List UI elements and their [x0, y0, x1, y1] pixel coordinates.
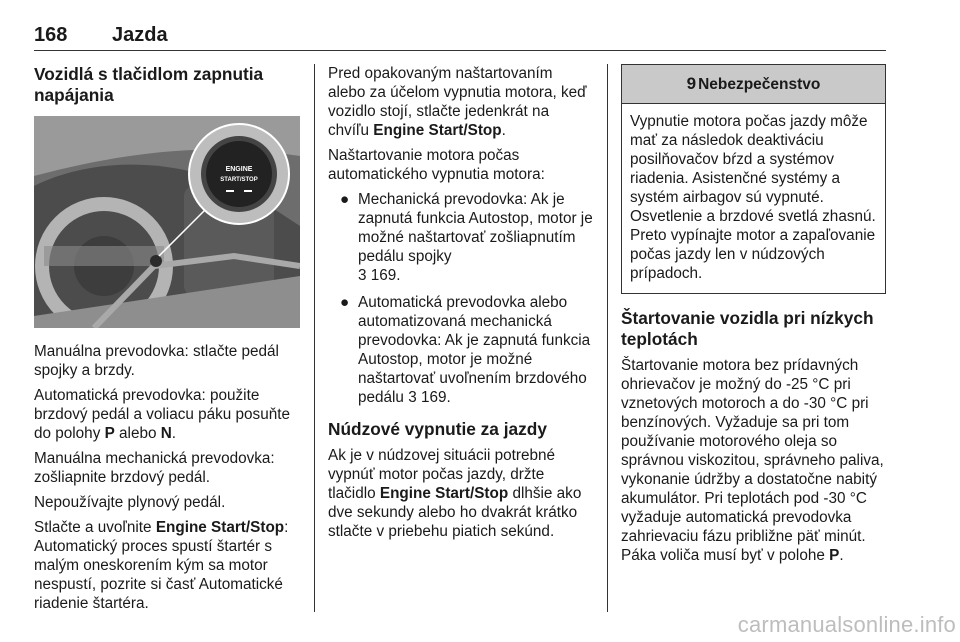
paragraph-autostop-intro: Naštartovanie motora počas automatického vypnutia motora:	[328, 147, 545, 183]
danger-warning-box	[621, 64, 886, 294]
list-item: ● Automatická prevodovka alebo automatizovaná mechanická prevodovka: Ak je zapnutá funkcia Autostop, motor je možné naštartovať uvoľnením brzdového pedálu 3 169.	[340, 294, 591, 406]
page-reference-link[interactable]: 3 169.	[408, 389, 451, 406]
section-heading-power-button: Vozidlá s tlačidlom zapnutia napájania	[34, 64, 264, 105]
paragraph-automated-manual: Manuálna mechanická prevodovka: zošliapnite brzdový pedál.	[34, 450, 275, 486]
section-heading-emergency-stop: Núdzové vypnutie za jazdy	[328, 419, 547, 439]
column-divider-1	[314, 64, 315, 612]
paragraph-cold-start: Štartovanie motora bez prídavných ohrievačov je možný do -25 °C pri vznetových motoroch a do -30 °C pri benzínových. Vyžaduje sa pri tom používanie motorového oleja so správnou viskozitou, správneho paliva, vykonanie údržby a dostatočne nabitý akumulátor. Pri teplotách pod -30 °C vyžaduje automatická prevodovka zahrievaciu fázu približne päť minút. Páka voliča musí byť v polohe P.	[621, 357, 884, 564]
watermark: carmanualsonline.info	[737, 612, 956, 637]
engine-start-button-figure	[34, 116, 300, 328]
autostop-bullet-list	[328, 190, 594, 407]
page-number: 168	[34, 24, 68, 46]
paragraph-restart: Pred opakovaným naštartovaním alebo za účelom vypnutia motora, keď vozidlo stojí, stlačte jedenkrát na chvíľu Engine Start/Stop.	[328, 65, 587, 139]
chapter-title: Jazda	[112, 24, 168, 46]
warning-title-bar	[622, 65, 885, 104]
warning-triangle-icon: 9	[686, 74, 697, 93]
page-header	[34, 24, 886, 51]
figure-label-start-stop: START/STOP	[220, 177, 258, 183]
section-heading-cold-start: Štartovanie vozidla pri nízkych teplotách	[621, 308, 874, 349]
paragraph-press-release: Stlačte a uvoľnite Engine Start/Stop: Automatický proces spustí štartér s malým oneskorením kým sa motor nespustí, pozrite si časť Automatické riadenie štartéra.	[34, 519, 289, 612]
figure-label-engine: ENGINE	[225, 166, 253, 173]
column-divider-2	[607, 64, 608, 612]
column-2	[328, 64, 594, 547]
warning-title: Nebezpečenstvo	[698, 76, 821, 93]
column-3	[621, 64, 886, 571]
paragraph-automatic-gearbox: Automatická prevodovka: použite brzdový pedál a voliacu páku posuňte do polohy P alebo N.	[34, 387, 290, 442]
paragraph-manual-gearbox: Manuálna prevodovka: stlačte pedál spojky a brzdy.	[34, 343, 279, 379]
list-item: ● Mechanická prevodovka: Ak je zapnutá funkcia Autostop, motor je možné naštartovať zošliapnutím pedálu spojky 3 169.	[340, 191, 593, 284]
bullet-icon: ●	[340, 191, 350, 208]
page-reference-link[interactable]: 3 169.	[358, 267, 401, 284]
bullet-icon: ●	[340, 294, 350, 311]
paragraph-emergency-stop: Ak je v núdzovej situácii potrebné vypnúť motor počas jazdy, držte tlačidlo Engine Start/Stop dlhšie ako dve sekundy alebo ho dvakrát krátko stlačte v priebehu piatich sekúnd.	[328, 447, 582, 540]
column-1	[34, 64, 300, 619]
paragraph-no-accelerator: Nepoužívajte plynový pedál.	[34, 494, 226, 511]
warning-body: Vypnutie motora počas jazdy môže mať za následok deaktiváciu posilňovačov bŕzd a systémov riadenia. Asistenčné systémy a systém airbagov sú vypnuté. Osvetlenie a brzdové svetlá zhasnú. Preto vypínajte motor a zapaľovanie počas jazdy len v núdzových prípadoch.	[630, 113, 876, 282]
